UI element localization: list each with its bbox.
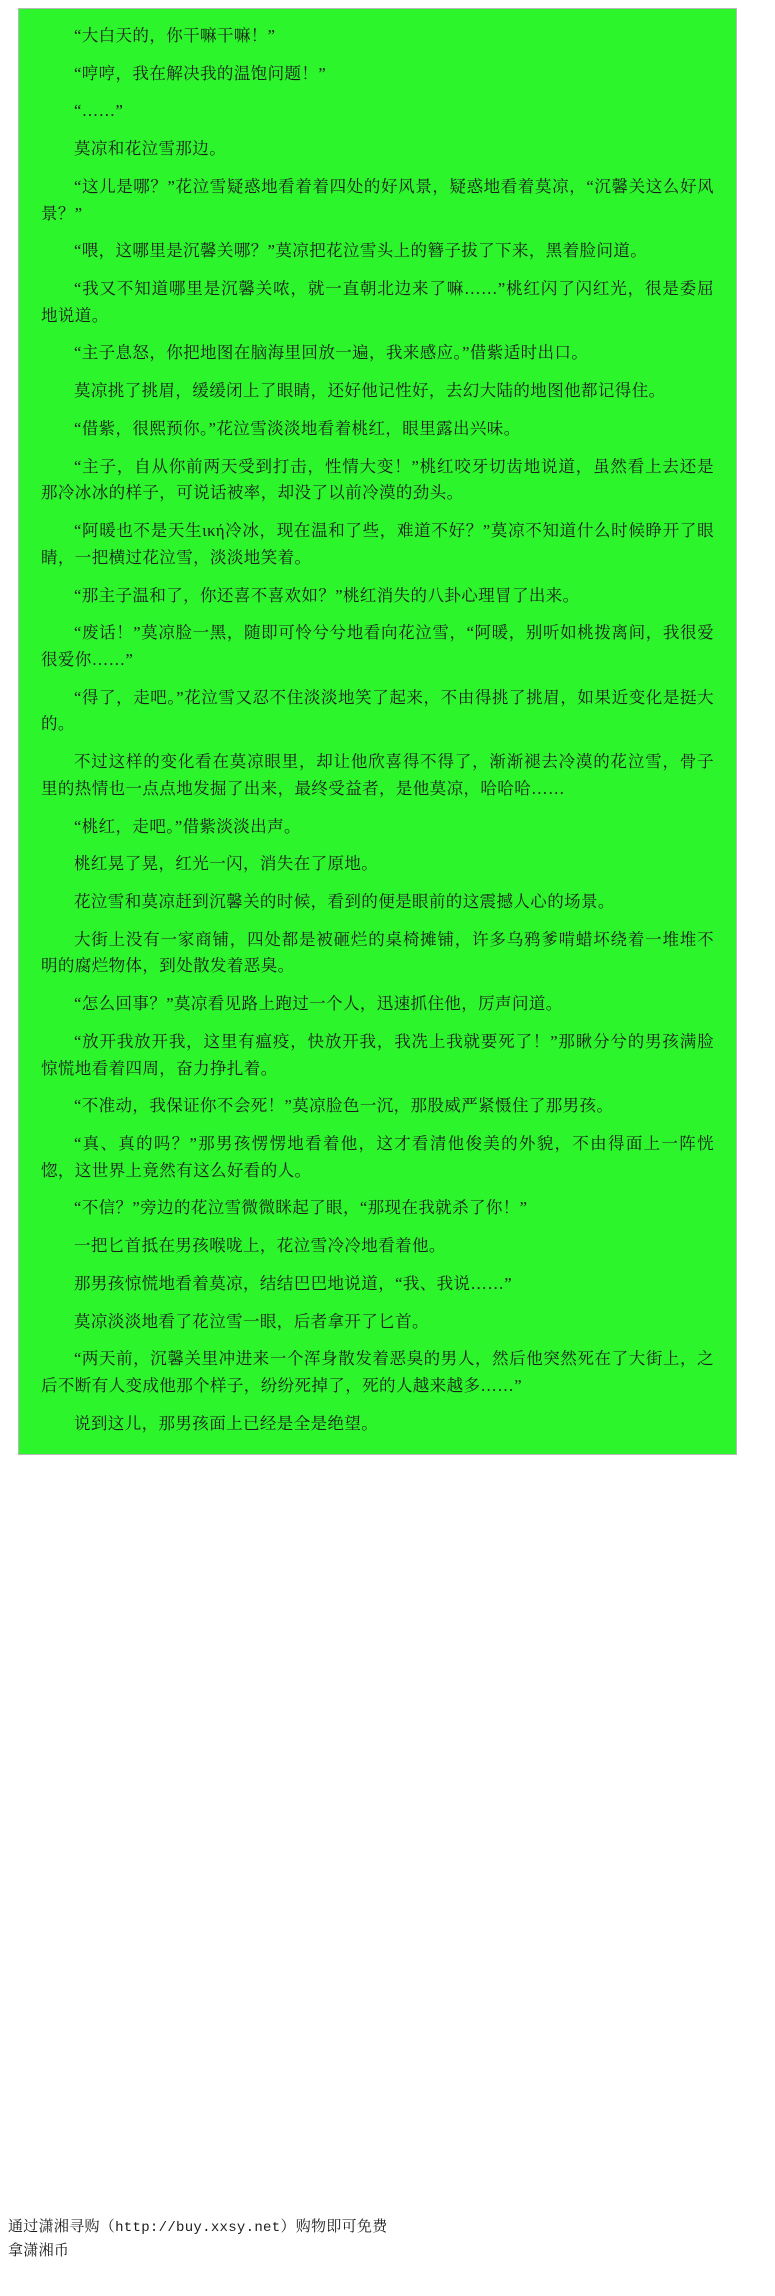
paragraph: “阿暖也不是天生ική冷冰，现在温和了些，难道不好？”莫凉不知道什么时候睁开了眼睛，一把横过花泣雪，淡淡地笑着。 — [41, 521, 714, 567]
paragraph: “我又不知道哪里是沉馨关哝，就一直朝北边来了嘛……”桃红闪了闪红光，很是委屈地说道。 — [41, 279, 714, 325]
paragraph: 一把匕首抵在男孩喉咙上，花泣雪冷冷地看着他。 — [74, 1236, 446, 1256]
page-footer — [8, 2216, 748, 2263]
paragraph: “得了，走吧。”花泣雪又忍不住淡淡地笑了起来，不由得挑了挑眉，如果近变化是挺大的。 — [41, 687, 714, 734]
paragraph: “放开我放开我，这里有瘟疫，快放开我，我冼上我就要死了！”那瞅分兮的男孩满脸惊慌地看着四周，奋力挣扎着。 — [41, 1031, 714, 1078]
paragraph: “主子，自从你前两天受到打击，性情大变！”桃红咬牙切齿地说道，虽然看上去还是那冷冰冰的样子，可说话被率，却没了以前冷漠的劲头。 — [41, 456, 714, 503]
paragraph: “两天前，沉馨关里冲进来一个浑身散发着恶臭的男人，然后他突然死在了大街上，之后不断有人变成他那个样子，纷纷死掉了，死的人越来越多……” — [41, 1349, 714, 1396]
paragraph: 桃红晃了晃，红光一闪，消失在了原地。 — [74, 854, 379, 874]
paragraph: “那主子温和了，你还喜不喜欢如？”桃红消失的八卦心理冒了出来。 — [74, 585, 580, 605]
paragraph: 莫凉淡淡地看了花泣雪一眼，后者拿开了匕首。 — [74, 1311, 429, 1331]
paragraph: “废话！”莫凉脸一黑，随即可怜兮兮地看向花泣雪，“阿暖，别听如桃拨离间，我很爱很爱你……” — [41, 623, 714, 669]
paragraph: “这儿是哪？”花泣雪疑惑地看着着四处的好风景，疑惑地看着莫凉，“沉馨关这么好风景？” — [41, 176, 714, 223]
paragraph: 说到这儿，那男孩面上已经是全是绝望。 — [74, 1413, 379, 1433]
paragraph: “喂，这哪里是沉馨关哪？”莫凉把花泣雪头上的簪子拔了下来，黑着脸问道。 — [74, 241, 648, 261]
paragraph: 那男孩惊慌地看着莫凉，结结巴巴地说道，“我、我说……” — [74, 1273, 512, 1293]
footer-line-1 — [8, 2216, 748, 2240]
footer-prefix: 通过潇湘寻购（ — [8, 2219, 116, 2235]
paragraph: “桃红，走吧。”借紫淡淡出声。 — [74, 816, 301, 836]
paragraph: “哼哼，我在解决我的温饱问题！” — [74, 63, 327, 83]
paragraph: 大街上没有一家商铺，四处都是被砸烂的桌椅摊铺，许多乌鸦爹啃蜡坏绕着一堆堆不明的腐烂物体，到处散发着恶臭。 — [41, 929, 714, 976]
footer-line-2: 拿潇湘币 — [8, 2242, 70, 2259]
novel-text-block — [18, 8, 737, 1455]
paragraph: “不信？”旁边的花泣雪微微眯起了眼，“那现在我就杀了你！” — [74, 1198, 528, 1218]
paragraph: “……” — [74, 101, 124, 121]
paragraph: “怎么回事？”莫凉看见路上跑过一个人，迅速抓住他，厉声问道。 — [74, 994, 563, 1014]
paragraph: 花泣雪和莫凉赶到沉馨关的时候，看到的便是眼前的这震撼人心的场景。 — [74, 891, 615, 911]
paragraph: 莫凉和花泣雪那边。 — [74, 139, 227, 159]
paragraph: 不过这样的变化看在莫凉眼里，却让他欣喜得不得了，渐渐褪去冷漠的花泣雪，骨子里的热情也一点点地发掘了出来，最终受益者，是他莫凉，哈哈哈…… — [41, 752, 714, 798]
paragraph: 莫凉挑了挑眉，缓缓闭上了眼睛，还好他记性好，去幻大陆的地图他都记得住。 — [74, 381, 666, 401]
paragraph: “主子息怒，你把地图在脑海里回放一遍，我来感应。”借紫适时出口。 — [74, 343, 589, 363]
paragraph: “真、真的吗？”那男孩愣愣地看着他，这才看清他俊美的外貌，不由得面上一阵恍惚，这世界上竟然有这么好看的人。 — [41, 1134, 714, 1180]
paragraph: “借紫，很熙预你。”花泣雪淡淡地看着桃红，眼里露出兴味。 — [74, 418, 521, 438]
paragraph: “大白天的，你干嘛干嘛！” — [74, 26, 276, 45]
paragraph: “不准动，我保证你不会死！”莫凉脸色一沉，那股威严紧慑住了那男孩。 — [74, 1096, 614, 1116]
footer-url[interactable]: http://buy.xxsy.net — [115, 2220, 281, 2236]
footer-suffix: ）购物即可免费 — [280, 2219, 388, 2235]
